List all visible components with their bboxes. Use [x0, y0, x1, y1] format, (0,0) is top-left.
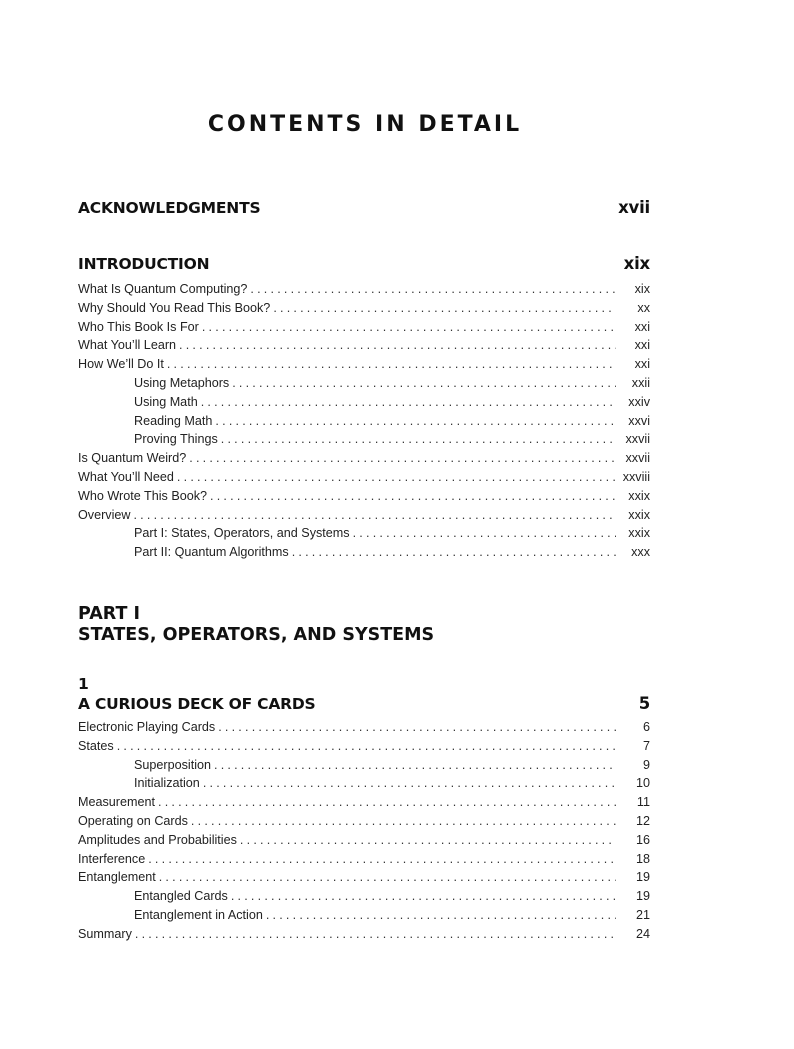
dot-leader: [232, 376, 616, 390]
entry-page-number: 19: [635, 889, 650, 904]
toc-entry[interactable]: [78, 833, 650, 852]
toc-entry[interactable]: [78, 357, 650, 376]
entry-page-number: xxviii: [622, 469, 650, 484]
entry-page-number: xx: [637, 300, 650, 315]
toc-subentry[interactable]: [78, 526, 650, 545]
entry-label: What You’ll Need: [78, 469, 174, 484]
part-number: PART I: [78, 604, 140, 624]
toc-subentry[interactable]: [78, 889, 650, 908]
entry-label: Amplitudes and Probabilities: [78, 832, 237, 847]
dot-leader: [214, 758, 616, 772]
toc-entry[interactable]: [78, 451, 650, 470]
entry-page-number: 19: [635, 870, 650, 885]
part-title: STATES, OPERATORS, AND SYSTEMS: [78, 625, 435, 645]
chapter-label: A CURIOUS DECK OF CARDS: [78, 695, 316, 713]
part-heading[interactable]: [78, 604, 434, 646]
entry-label: Entanglement in Action: [134, 907, 263, 922]
toc-entry[interactable]: [78, 852, 650, 871]
entry-label: Who This Book Is For: [78, 319, 199, 334]
entry-page-number: xxix: [628, 526, 650, 541]
toc-entry[interactable]: [78, 320, 650, 339]
entry-page-number: xxi: [634, 319, 650, 334]
dot-leader: [158, 795, 616, 809]
entry-label: Who Wrote This Book?: [78, 488, 208, 503]
entry-label: Using Metaphors: [134, 375, 230, 390]
dot-leader: [135, 927, 616, 941]
dot-leader: [353, 526, 616, 540]
entry-label: Part I: States, Operators, and Systems: [134, 526, 350, 541]
dot-leader: [191, 814, 616, 828]
entry-label: Is Quantum Weird?: [78, 451, 187, 466]
dot-leader: [189, 451, 616, 465]
toc-entry[interactable]: [78, 508, 650, 527]
entry-page-number: xxii: [631, 375, 650, 390]
section-label: ACKNOWLEDGMENTS: [78, 199, 261, 217]
entry-page-number: 12: [635, 813, 650, 828]
dot-leader: [177, 470, 616, 484]
entry-page-number: xxix: [628, 488, 650, 503]
toc-subentry[interactable]: [78, 758, 650, 777]
chapter-number: 1: [78, 675, 89, 693]
entry-page-number: 21: [635, 907, 650, 922]
entry-page-number: xxvii: [625, 451, 650, 466]
dot-leader: [159, 870, 616, 884]
toc-entry[interactable]: [78, 470, 650, 489]
entry-page-number: 7: [642, 738, 650, 753]
entry-page-number: 18: [635, 851, 650, 866]
dot-leader: [250, 282, 616, 296]
dot-leader: [203, 776, 616, 790]
entry-page-number: xix: [634, 282, 650, 296]
toc-subentry[interactable]: [78, 414, 650, 433]
section-label: INTRODUCTION: [78, 255, 210, 273]
entry-label: Reading Math: [134, 413, 213, 428]
entry-label: What You’ll Learn: [78, 338, 177, 353]
dot-leader: [231, 889, 616, 903]
toc-entry[interactable]: [78, 282, 650, 301]
toc-section-introduction[interactable]: [78, 254, 650, 273]
section-page-number: xix: [623, 254, 650, 273]
entry-label: States: [78, 738, 114, 753]
entry-page-number: xxi: [634, 357, 650, 372]
dot-leader: [133, 508, 616, 522]
toc-subentry[interactable]: [78, 908, 650, 927]
entry-label: What Is Quantum Computing?: [78, 282, 248, 296]
dot-leader: [215, 414, 616, 428]
toc-entry[interactable]: [78, 720, 650, 739]
toc-entry[interactable]: [78, 338, 650, 357]
section-page-number: xvii: [618, 198, 650, 217]
dot-leader: [167, 357, 616, 371]
entry-page-number: 16: [635, 832, 650, 847]
entry-label: Operating on Cards: [78, 813, 188, 828]
dot-leader: [148, 852, 616, 866]
dot-leader: [210, 489, 616, 503]
dot-leader: [240, 833, 616, 847]
dot-leader: [201, 395, 616, 409]
toc-chapter-1[interactable]: [78, 694, 650, 713]
dot-leader: [292, 545, 616, 559]
dot-leader: [202, 320, 616, 334]
toc-entry[interactable]: [78, 489, 650, 508]
entry-page-number: xxvi: [628, 413, 650, 428]
entry-label: How We’ll Do It: [78, 357, 164, 372]
entry-label: Part II: Quantum Algorithms: [134, 545, 289, 560]
entry-label: Initialization: [134, 776, 200, 791]
entry-label: Superposition: [134, 757, 212, 772]
entry-label: Electronic Playing Cards: [78, 720, 216, 734]
chapter-1-entries: [78, 720, 650, 946]
entry-page-number: xxix: [628, 507, 650, 522]
entry-page-number: xxi: [634, 338, 650, 353]
toc-subentry[interactable]: [78, 432, 650, 451]
entry-label: Interference: [78, 851, 146, 866]
entry-page-number: xxx: [631, 545, 650, 560]
toc-entry[interactable]: [78, 814, 650, 833]
entry-page-number: 11: [636, 795, 650, 810]
entry-label: Why Should You Read This Book?: [78, 300, 271, 315]
entry-label: Proving Things: [134, 432, 218, 447]
toc-entry[interactable]: [78, 870, 650, 889]
entry-label: Entanglement: [78, 870, 156, 885]
entry-label: Entangled Cards: [134, 889, 228, 904]
entry-label: Measurement: [78, 795, 155, 810]
dot-leader: [266, 908, 616, 922]
toc-entry[interactable]: [78, 739, 650, 758]
toc-entry[interactable]: [78, 795, 650, 814]
entry-page-number: xxiv: [628, 394, 650, 409]
entry-label: Summary: [78, 926, 132, 941]
entry-page-number: 10: [635, 776, 650, 791]
introduction-entries: [78, 282, 650, 564]
dot-leader: [117, 739, 616, 753]
toc-subentry[interactable]: [78, 376, 650, 395]
toc-subentry[interactable]: [78, 545, 650, 564]
toc-entry[interactable]: [78, 927, 650, 946]
dot-leader: [179, 338, 616, 352]
toc-section-acknowledgments[interactable]: [78, 198, 650, 217]
toc-subentry[interactable]: [78, 395, 650, 414]
entry-label: Using Math: [134, 394, 198, 409]
entry-label: Overview: [78, 507, 131, 522]
entry-page-number: 6: [642, 720, 650, 734]
toc-subentry[interactable]: [78, 776, 650, 795]
chapter-page-number: 5: [638, 694, 650, 713]
dot-leader: [221, 432, 616, 446]
dot-leader: [273, 301, 616, 315]
entry-page-number: xxvii: [625, 432, 650, 447]
toc-entry[interactable]: [78, 301, 650, 320]
dot-leader: [218, 720, 616, 734]
entry-page-number: 24: [635, 926, 650, 941]
page-title: CONTENTS IN DETAIL: [207, 112, 523, 137]
entry-page-number: 9: [642, 757, 650, 772]
